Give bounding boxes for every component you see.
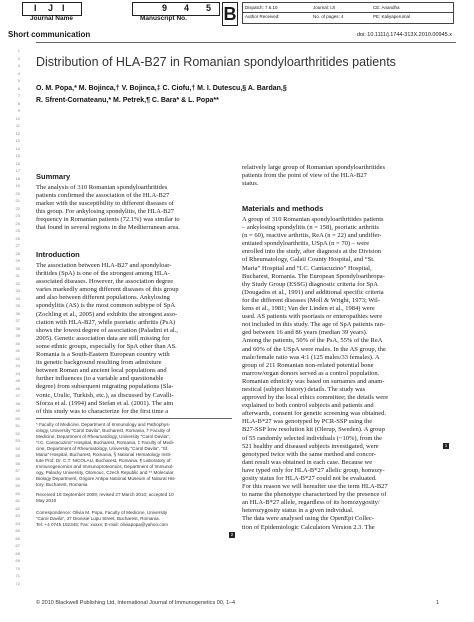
line-number: 7 (17, 93, 20, 98)
text-line: tory, Bucharest, Romania (36, 482, 88, 487)
text-line: male/female ratio was 4:1 (125 males/33 females). A (242, 353, 380, 361)
text-line: afterwards, consent for genetic screening was obtained. (242, 410, 387, 418)
text-line: “Carol Davila”, 37 Dionisie Lupu Street, Bucharest, Romania. (36, 516, 160, 521)
line-number: 9 (17, 108, 20, 113)
line-number: 15 (15, 153, 20, 158)
line-number: 52 (15, 430, 20, 436)
line-number: 61 (15, 498, 20, 503)
text-line: * Faculty of Medicine, Department of Immunology and Pathophys- (36, 422, 171, 427)
line-number: 28 (15, 250, 20, 256)
proof-letter: B (223, 4, 237, 24)
line-number: 70 (15, 565, 20, 571)
text-line: between Roman and ancient local populations and (36, 367, 167, 375)
summary-text (36, 184, 232, 233)
line-number: 20 (15, 190, 20, 196)
footer-copyright: © 2010 Blackwell Publishing Ltd, International Journal of Immunogenetics 00, 1–4 (36, 600, 236, 606)
line-number: 42 (15, 355, 20, 361)
author-line: R. Sfrent-Cornateanu,* M. Petrek,¶ C. Bara* & L. Popa** (36, 97, 219, 104)
line-number: 53 (15, 438, 20, 443)
line-number: 33 (15, 288, 20, 293)
text-line: The analysis of 310 Romanian spondyloarthritides (36, 184, 168, 191)
line-number: 54 (15, 445, 20, 451)
text-line: The data were analysed using the OpenEpi Collec- (242, 515, 374, 523)
section-label: Short communication (8, 30, 91, 39)
text-line: Romanian ethnicity was based on surnames and anam- (242, 377, 385, 385)
text-line: and 60% of the USpA were males. In the AS group, the (242, 345, 386, 353)
line-number: 3 (17, 63, 20, 68)
proof-meta-cell: Journal: IJI (313, 5, 336, 10)
text-line: Tel: +4 0745 152345; Fax: xxxxx; E-mail: oliviapopa@yahoo.com (36, 522, 168, 527)
text-line: (Dougados et al., 1991) and additional specific criteria (242, 288, 384, 296)
text-line: frequency in Romanian patients (72.1%) was similar to (36, 216, 180, 224)
line-number: 71 (15, 573, 20, 578)
line-number: 67 (15, 543, 20, 548)
text-line: approved by the local ethics committee; the details were (242, 394, 389, 402)
text-line: varies markedly among different diseases of this group (36, 286, 179, 294)
text-line: tute Prof. Dr. C.T. NICOLAU, Bucharest, Romania, ¶ Laboratory of (36, 458, 171, 463)
text-line: The association between HLA-B27 and spondyloar- (36, 262, 172, 269)
article-title: Distribution of HLA-B27 in Romanian spondyloarthritides patients (36, 55, 396, 69)
text-line: that found in several regions in the Mediterranean area. (36, 224, 180, 232)
proof-meta-cell: CE: Anandha (373, 5, 400, 10)
line-number: 11 (15, 123, 20, 128)
text-line: Biology Department, Grigore Antipa National Museum of Natural His- (36, 476, 176, 481)
line-number: 46 (15, 385, 20, 391)
query-marker[interactable]: 2 (230, 532, 234, 537)
text-line: “I.C. Cantacuzino” Hospital, Bucharest, Romania, ‡ Faculty of Medi- (36, 440, 175, 445)
line-number: 38 (15, 325, 20, 331)
line-number: 63 (15, 513, 20, 518)
text-line: B27-SSP low resolution kit (Olerup, Sweden). A group (242, 426, 385, 434)
text-line: Maria” Hospital and “I.C. Cantacuzino” Hospital, (242, 264, 372, 272)
line-number: 59 (15, 483, 20, 488)
journal-name-label: Journal Name (30, 15, 73, 22)
received-dates (36, 492, 236, 504)
production-header (22, 2, 452, 26)
author-line: O. M. Popa,* M. Bojinca,† V. Bojinca,‡ C. Ciofu,† M. I. Dutescu,§ A. Bardan,§ (36, 85, 287, 92)
text-line: to name the phenotype characterized by the presence of (242, 491, 387, 499)
line-number: 18 (15, 175, 20, 181)
line-number: 65 (15, 528, 20, 533)
text-line: of this study was to characterize for the first time a (36, 407, 169, 415)
line-number: 72 (15, 580, 20, 586)
summary-heading: Summary (36, 172, 71, 181)
text-line: patients from the point of view of the HLA-B27 (242, 172, 367, 180)
text-line: marrow/organ donors served as a control population. (242, 369, 380, 377)
line-number: 40 (15, 340, 20, 346)
text-line: ciation with HLA-B27, while psoriatic arthritis (PsA) (36, 318, 176, 326)
line-number: 68 (15, 550, 20, 556)
doi: doi: 10.1111/j.1744-313X.2010.00945.x (356, 32, 452, 38)
line-number: 49 (15, 408, 20, 413)
line-number: 10 (15, 115, 20, 121)
text-line: heterozygosity status in a given individual. (242, 507, 354, 515)
line-number: 37 (15, 318, 20, 323)
line-number: 2 (17, 55, 20, 61)
line-number: 69 (15, 558, 20, 563)
line-number: 60 (15, 490, 20, 496)
text-line: marker with the susceptibility to different diseases of (36, 200, 174, 208)
manuscript-digit: 4 (184, 3, 190, 13)
text-line: entiated spondyloarthritis, USpA (n = 70) – were (242, 240, 370, 248)
line-number: 44 (15, 370, 20, 376)
text-line: Immunogenomics and Immunoproteomics, Department of Immunol- (36, 464, 174, 469)
text-line: Received 18 September 2009; revised 27 March 2010; accepted 10 (36, 492, 174, 497)
text-line: A group of 310 Romanian spondyloarthritides patients (242, 216, 384, 223)
correspondence (36, 510, 236, 528)
line-number: 30 (15, 265, 20, 271)
line-number: 51 (15, 423, 20, 428)
text-line: (n = 60), reactive arthritis, ReA (n = 22) and undiffer- (242, 232, 382, 240)
text-line: shows the lowest degree of association (Paladini et al., (36, 326, 178, 334)
line-number: 50 (15, 415, 20, 421)
text-line: its genetic background resulting from admixture (36, 359, 162, 367)
text-line: Among the patients, 50% of the PsA, 55% of the ReA (242, 337, 383, 345)
page-number: 1 (436, 600, 440, 606)
line-number: 24 (15, 220, 20, 226)
line-number: 57 (15, 468, 20, 473)
line-number: 22 (15, 205, 20, 211)
line-number: 27 (15, 243, 20, 248)
proof-meta-cell: No. of pages: 4 (313, 14, 344, 19)
text-line: this group. For ankylosing spondylitis, the HLA-B27 (36, 208, 174, 216)
text-line: patients confirmed the association of the HLA-B27 (36, 192, 170, 200)
methods-heading: Materials and methods (242, 204, 324, 213)
proof-meta-table (242, 2, 454, 24)
introduction-continued (242, 164, 438, 188)
line-number: 8 (17, 100, 20, 106)
text-line: used. AS patients with psoriasis or enteropathies were (242, 313, 383, 321)
line-number: 31 (15, 273, 20, 278)
text-line: explained to both control subjects and patients and (242, 402, 374, 410)
text-line: relatively large group of Romanian spondyloarthritides (242, 164, 386, 171)
text-line: degree) from subsequent migrating populations (Sla- (36, 383, 174, 391)
journal-digit: J (48, 3, 54, 13)
text-line: spondylitis (AS) is the most common subtype of SpA (36, 302, 176, 310)
text-line: have typed only for HLA-B*27 allelic group, homozy- (242, 466, 385, 474)
text-line: for the different diseases (Moll & Wright, 1973; Wil- (242, 296, 380, 304)
text-line: For this reason we will hereafter use the term HLA-B27 (242, 483, 388, 491)
line-number: 35 (15, 303, 20, 308)
line-number: 41 (15, 348, 20, 353)
text-line: vonic, Uralic, Turkish, etc.), as discussed by Cavalli- (36, 391, 174, 399)
line-number: 25 (15, 228, 20, 233)
manuscript-number-label: Manuscript No. (140, 15, 187, 22)
text-line: Correspondence: Olivia M. Popa, Faculty of Medicine, University (36, 510, 168, 515)
proof-meta-cell: Dispatch: 7.6.10 (245, 5, 278, 10)
text-line: dant result was obtained in each case. Because we (242, 458, 373, 466)
line-number: 56 (15, 460, 20, 466)
text-line: Maria” Hospital, Bucharest, Romania, § National Hematology Insti- (36, 452, 172, 457)
line-number: 21 (15, 198, 20, 203)
text-line: thritides (SpA) is one of the strongest among HLA- (36, 270, 170, 278)
text-line: thy Study Group (ESSG) diagnostic criteria for SpA (242, 280, 378, 288)
text-line: some ethnic groups, especially for SpA other than AS. (36, 342, 177, 350)
text-line: enrolled into the study, after diagnosis at the Division (242, 248, 382, 256)
line-number: 64 (15, 520, 20, 526)
text-line: of Rheumatology, Galati County Hospital, and “St. (242, 256, 375, 264)
header-rule (36, 42, 456, 43)
proof-meta-cell: PE: Kaliyaperumal (373, 14, 411, 19)
text-line: Medicine, Department of Rheumatology, University “Carol Davila”, (36, 434, 170, 439)
line-number: 43 (15, 363, 20, 368)
text-line: further influences (to a variable and questionable (36, 375, 164, 383)
text-line: of 55 randomly selected individuals (~10%), from the (242, 434, 382, 442)
text-line: and also between different populations. Ankylosing (36, 294, 170, 302)
line-number: 47 (15, 393, 20, 398)
line-number: 5 (17, 78, 20, 83)
text-line: 521 healthy and diseased subjects investigated, were (242, 442, 379, 450)
journal-digit: I (34, 3, 37, 13)
line-number: 17 (15, 168, 20, 173)
manuscript-digit: 5 (206, 3, 212, 13)
text-line: ogy, Palacky University, Olomouc, Czech Republic and ** Molecular (36, 470, 174, 475)
text-line: iology, University “Carol Davila”, Bucharest, Romania, † Faculty of (36, 428, 171, 433)
line-number: 16 (15, 160, 20, 166)
line-number: 13 (15, 138, 20, 143)
text-line: kens et al., 1981; Van der Linden et al., 1984) were (242, 305, 375, 313)
text-line: not included in this study. The age of SpA patients ran- (242, 321, 385, 329)
text-line: Sforza et al. (1994) and Stefan et al. (2001). The aim (36, 399, 174, 407)
text-line: nestical (subject history) details. The study was (242, 385, 366, 393)
journal-digit: I (62, 3, 65, 13)
manuscript-digit: 9 (162, 3, 168, 13)
text-line: May 2010 (36, 498, 57, 503)
affiliation-rule (36, 418, 232, 419)
line-number: 66 (15, 535, 20, 541)
line-number: 58 (15, 475, 20, 481)
text-line: HLA-B*27 was genotyped by PCR-SSP using the (242, 418, 373, 426)
line-number: 12 (15, 130, 20, 136)
line-number: 39 (15, 333, 20, 338)
line-number: 1 (17, 48, 20, 53)
text-line: associated diseases. However, the association degree (36, 278, 174, 286)
introduction-heading: Introduction (36, 250, 80, 259)
line-number: 36 (15, 310, 20, 316)
line-number: 48 (15, 400, 20, 406)
text-line: Bucharest, Romania. The European Spondyloarthropa- (242, 272, 385, 280)
introduction-text (36, 262, 232, 416)
proof-meta-cell: Author Received: (245, 14, 280, 19)
line-number: 4 (17, 70, 20, 76)
text-line: tion of Epidemiologic Calculators Version 2.3. The (242, 523, 375, 531)
text-line: group of 211 Romanian non-related potential bone (242, 361, 374, 369)
methods-text (242, 216, 438, 532)
text-line: genotyped twice with the same method and concor- (242, 450, 376, 458)
line-number: 29 (15, 258, 20, 263)
line-number: 6 (17, 85, 20, 91)
line-number: 45 (15, 378, 20, 383)
text-line: Romania is a South-Eastern European country with (36, 351, 170, 359)
line-number: 26 (15, 235, 20, 241)
line-number: 62 (15, 505, 20, 511)
query-marker[interactable]: 1 (444, 443, 448, 448)
text-line: an HLA-B*27 allele, regardless of its homozygosity/ (242, 499, 380, 507)
line-number: 23 (15, 213, 20, 218)
text-line: ged between 16 and 86 years (median 39 years). (242, 329, 368, 337)
affiliations (36, 422, 236, 488)
text-line: gosity status for HLA-B*27 could not be evaluated. (242, 475, 377, 482)
line-number: 14 (15, 145, 20, 151)
line-number: 34 (15, 295, 20, 301)
text-line: 2005). Genetic association data are still missing for (36, 334, 170, 342)
text-line: – ankylosing spondylitis (n = 158), psoriatic arthritis (242, 224, 379, 232)
text-line: (Zochling et al., 2005) and exhibits the strongest asso- (36, 310, 178, 318)
text-line: status. (242, 180, 259, 188)
line-number: 55 (15, 453, 20, 458)
text-line: cine, Department of Rheumatology, University “Carol Davila”, “Sf. (36, 446, 169, 451)
line-number: 32 (15, 280, 20, 286)
line-number: 19 (15, 183, 20, 188)
